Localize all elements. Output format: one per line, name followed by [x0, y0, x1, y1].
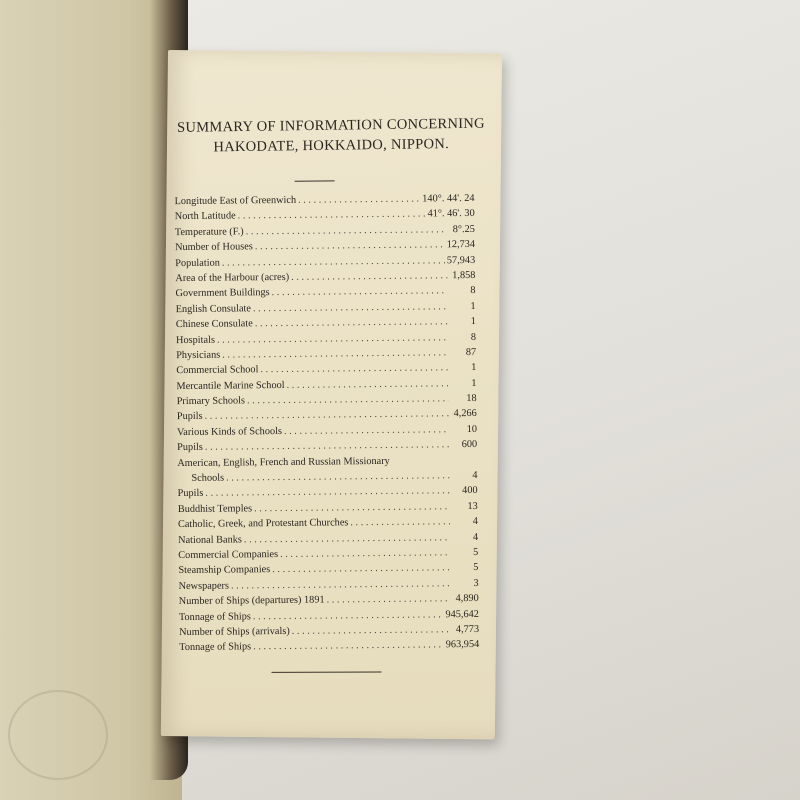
summary-label: Various Kinds of Schools	[176, 425, 283, 438]
leader-dots	[292, 622, 451, 639]
leader-dots	[350, 514, 450, 530]
summary-value: 3	[473, 577, 479, 589]
summary-label: Number of Ships (departures) 1891	[178, 594, 325, 608]
summary-label: Steamship Companies	[178, 564, 271, 577]
leader-dots	[253, 638, 444, 655]
summary-label: Schools	[191, 472, 225, 484]
summary-value: 140°. 44'. 24	[422, 192, 475, 205]
summary-label: Temperature (F.)	[174, 226, 244, 238]
summary-value: 10	[466, 423, 478, 435]
leader-dots	[284, 422, 449, 439]
summary-label: Primary Schools	[176, 395, 246, 408]
title-line-2: HAKODATE, HOKKAIDO, NIPPON.	[213, 136, 450, 156]
summary-value: 4,890	[455, 593, 479, 605]
summary-value: 1	[471, 362, 477, 374]
summary-value: 4	[472, 516, 478, 528]
summary-value: 400	[462, 485, 478, 497]
summary-label: Newspapers	[178, 580, 229, 592]
summary-list	[174, 191, 479, 656]
summary-value: 4,266	[453, 408, 477, 420]
summary-value: 963,954	[445, 639, 480, 651]
leader-dots	[272, 284, 448, 301]
bottom-divider	[271, 672, 381, 673]
leader-dots	[280, 545, 450, 562]
summary-label: North Latitude	[174, 210, 236, 223]
summary-value: 5	[473, 546, 479, 558]
summary-value: 1	[470, 316, 476, 328]
summary-label: Commercial Companies	[178, 548, 279, 562]
summary-label: Number of Ships (arrivals)	[179, 625, 290, 638]
summary-value: 1	[470, 300, 476, 312]
summary-row	[179, 637, 479, 656]
summary-value: 4,773	[455, 623, 480, 636]
summary-label: Commercial School	[176, 364, 259, 377]
summary-label: Hospitals	[175, 334, 215, 346]
leader-dots	[298, 192, 420, 209]
summary-label: Tonnage of Ships	[179, 641, 252, 654]
summary-value: 600	[461, 439, 478, 451]
summary-value: 57,943	[446, 254, 476, 266]
summary-label: Catholic, Greek, and Protestant Churches	[177, 517, 349, 531]
library-stamp	[8, 690, 108, 780]
summary-value: 8	[470, 331, 477, 343]
summary-value: 8	[470, 285, 476, 297]
summary-value: 4	[472, 531, 479, 543]
summary-value: 1,858	[452, 269, 476, 282]
summary-label: Mercantile Marine School	[176, 379, 285, 392]
summary-label: American, English, French and Russian Missionary	[177, 455, 390, 469]
page-title	[171, 113, 492, 157]
summary-label: Physicians	[176, 349, 221, 361]
summary-value: 5	[473, 562, 479, 574]
leader-dots	[291, 268, 447, 285]
summary-value: 41°. 46'. 30	[427, 208, 475, 220]
summary-label: Buddhist Temples	[177, 503, 253, 515]
summary-row	[177, 437, 477, 456]
summary-label: Tonnage of Ships	[178, 610, 251, 623]
summary-label: Chinese Consulate	[175, 318, 253, 331]
summary-value: 4	[472, 469, 478, 482]
title-line-1: SUMMARY OF INFORMATION CONCERNING	[176, 115, 485, 136]
leader-dots	[205, 437, 449, 455]
summary-label: Longitude East of Greenwich	[174, 194, 297, 208]
summary-label: National Banks	[178, 533, 242, 546]
summary-label: Government Buildings	[175, 287, 270, 300]
summary-label: English Consulate	[175, 303, 251, 315]
summary-label: Number of Houses	[174, 241, 253, 254]
summary-value: 8°.25	[452, 223, 475, 235]
summary-value: 945,642	[445, 608, 479, 620]
summary-value: 1	[471, 377, 477, 389]
summary-label: Population	[175, 257, 220, 269]
title-divider	[295, 180, 335, 181]
summary-label: Pupils	[177, 442, 203, 454]
summary-label: Pupils	[176, 411, 203, 423]
leader-dots	[327, 591, 451, 608]
leader-dots	[287, 376, 449, 393]
summary-value: 13	[467, 500, 478, 512]
summary-label: Pupils	[177, 488, 204, 500]
summary-value: 12,734	[446, 239, 476, 251]
summary-value: 87	[465, 346, 477, 358]
book-page	[161, 50, 502, 739]
summary-label: Area of the Harbour (acres)	[175, 271, 290, 285]
summary-value: 18	[466, 393, 477, 405]
